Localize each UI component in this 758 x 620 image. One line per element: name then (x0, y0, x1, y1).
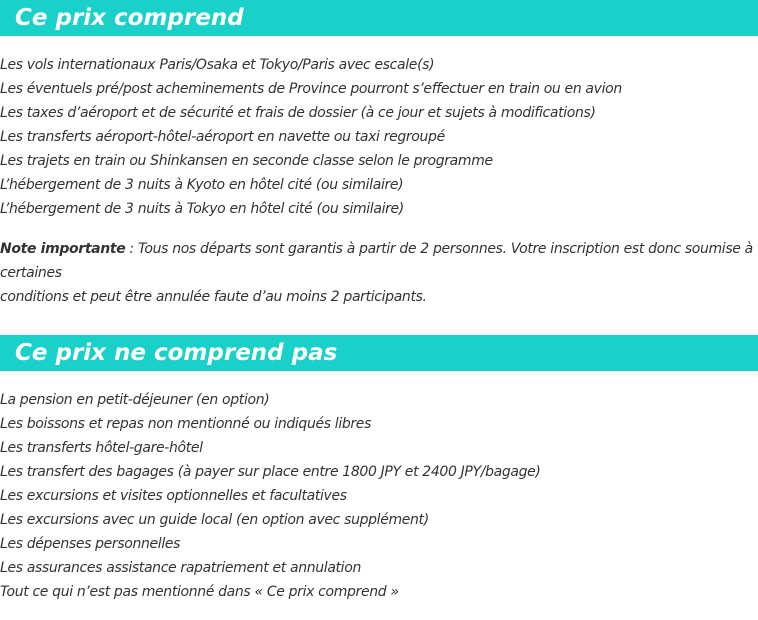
excludes-list-item: Les transferts hôtel-gare-hôtel (0, 440, 203, 456)
excludes-list-item: Les boissons et repas non mentionné ou indiqués libres (0, 416, 372, 432)
includes-list-item: Les vols internationaux Paris/Osaka et Tokyo/Paris avec escale(s) (0, 57, 435, 73)
excludes-list-item: Les dépenses personnelles (0, 536, 181, 552)
important-note-text-line2: conditions et peut être annulée faute d’au moins 2 participants. (0, 289, 427, 305)
excludes-list-item: Les excursions avec un guide local (en option avec supplément) (0, 512, 429, 528)
includes-list-item: Les trajets en train ou Shinkansen en seconde classe selon le programme (0, 153, 493, 169)
includes-list-item: L’hébergement de 3 nuits à Tokyo en hôtel cité (ou similaire) (0, 201, 404, 217)
includes-list-item: Les transferts aéroport-hôtel-aéroport en navette ou taxi regroupé (0, 129, 445, 145)
includes-section-title: Ce prix comprend (0, 0, 758, 36)
excludes-list-item: Les assurances assistance rapatriement et annulation (0, 560, 361, 576)
includes-list (0, 53, 758, 221)
important-note-text-line1: : Tous nos départs sont garantis à partir de 2 personnes. Votre inscription est donc soumise à certaines (0, 241, 753, 281)
excludes-section-title: Ce prix ne comprend pas (0, 335, 758, 371)
includes-list-item: Les taxes d’aéroport et de sécurité et frais de dossier (à ce jour et sujets à modifications) (0, 105, 596, 121)
excludes-list-item: Les excursions et visites optionnelles et facultatives (0, 488, 347, 504)
includes-list-item: Les éventuels pré/post acheminements de Province pourront s’effectuer en train ou en avion (0, 81, 622, 97)
excludes-list-item: Tout ce qui n’est pas mentionné dans « Ce prix comprend » (0, 584, 399, 600)
excludes-list (0, 388, 758, 604)
important-note-label: Note importante (0, 241, 126, 257)
excludes-list-item: Les transfert des bagages (à payer sur place entre 1800 JPY et 2400 JPY/bagage) (0, 464, 541, 480)
includes-list-item: L’hébergement de 3 nuits à Kyoto en hôtel cité (ou similaire) (0, 177, 404, 193)
important-note (0, 237, 758, 309)
excludes-list-item: La pension en petit-déjeuner (en option) (0, 392, 270, 408)
